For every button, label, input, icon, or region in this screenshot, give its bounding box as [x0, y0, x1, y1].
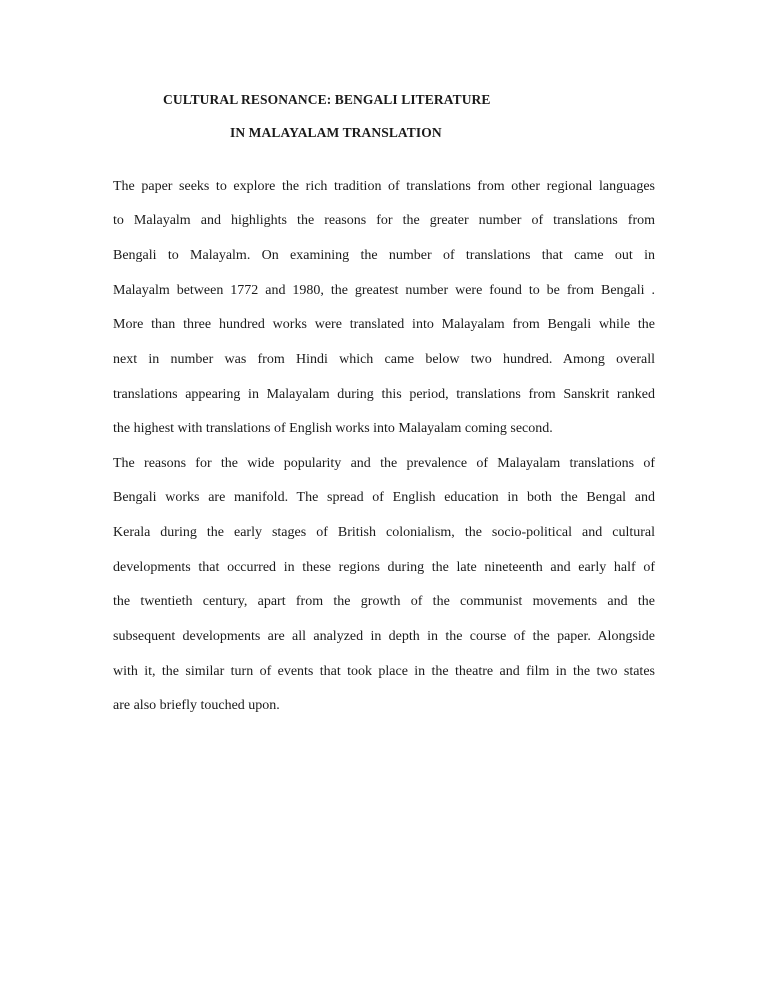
title-line-1: CULTURAL RESONANCE: BENGALI LITERATURE	[163, 92, 491, 107]
paragraph-1-line: to Malayalm and highlights the reasons for the greater number of translations from	[113, 213, 655, 228]
paragraph-1-line: translations appearing in Malayalam during this period, translations from Sanskrit ranked	[113, 387, 655, 402]
paragraph-2-line: are also briefly touched upon.	[113, 698, 280, 713]
paragraph-1-line: Malayalm between 1772 and 1980, the greatest number were found to be from Bengali .	[113, 283, 655, 298]
paragraph-1-line: More than three hundred works were translated into Malayalam from Bengali while the	[113, 317, 655, 332]
paragraph-2-line: the twentieth century, apart from the growth of the communist movements and the	[113, 594, 655, 609]
title-line-2: IN MALAYALAM TRANSLATION	[230, 125, 442, 140]
paragraph-1-line: the highest with translations of English works into Malayalam coming second.	[113, 421, 553, 436]
paragraph-1-line: next in number was from Hindi which came below two hundred. Among overall	[113, 352, 655, 367]
paragraph-1-line: The paper seeks to explore the rich tradition of translations from other regional languages	[113, 179, 655, 194]
paragraph-2-line: developments that occurred in these regions during the late nineteenth and early half of	[113, 560, 655, 575]
paragraph-2-line: subsequent developments are all analyzed in depth in the course of the paper. Alongside	[113, 629, 655, 644]
paragraph-2-line: Kerala during the early stages of British colonialism, the socio-political and cultural	[113, 525, 655, 540]
paragraph-1-line: Bengali to Malayalm. On examining the number of translations that came out in	[113, 248, 655, 263]
paragraph-2-line: Bengali works are manifold. The spread of English education in both the Bengal and	[113, 490, 655, 505]
paragraph-2-line: The reasons for the wide popularity and the prevalence of Malayalam translations of	[113, 456, 655, 471]
paragraph-2-line: with it, the similar turn of events that took place in the theatre and film in the two states	[113, 664, 655, 679]
